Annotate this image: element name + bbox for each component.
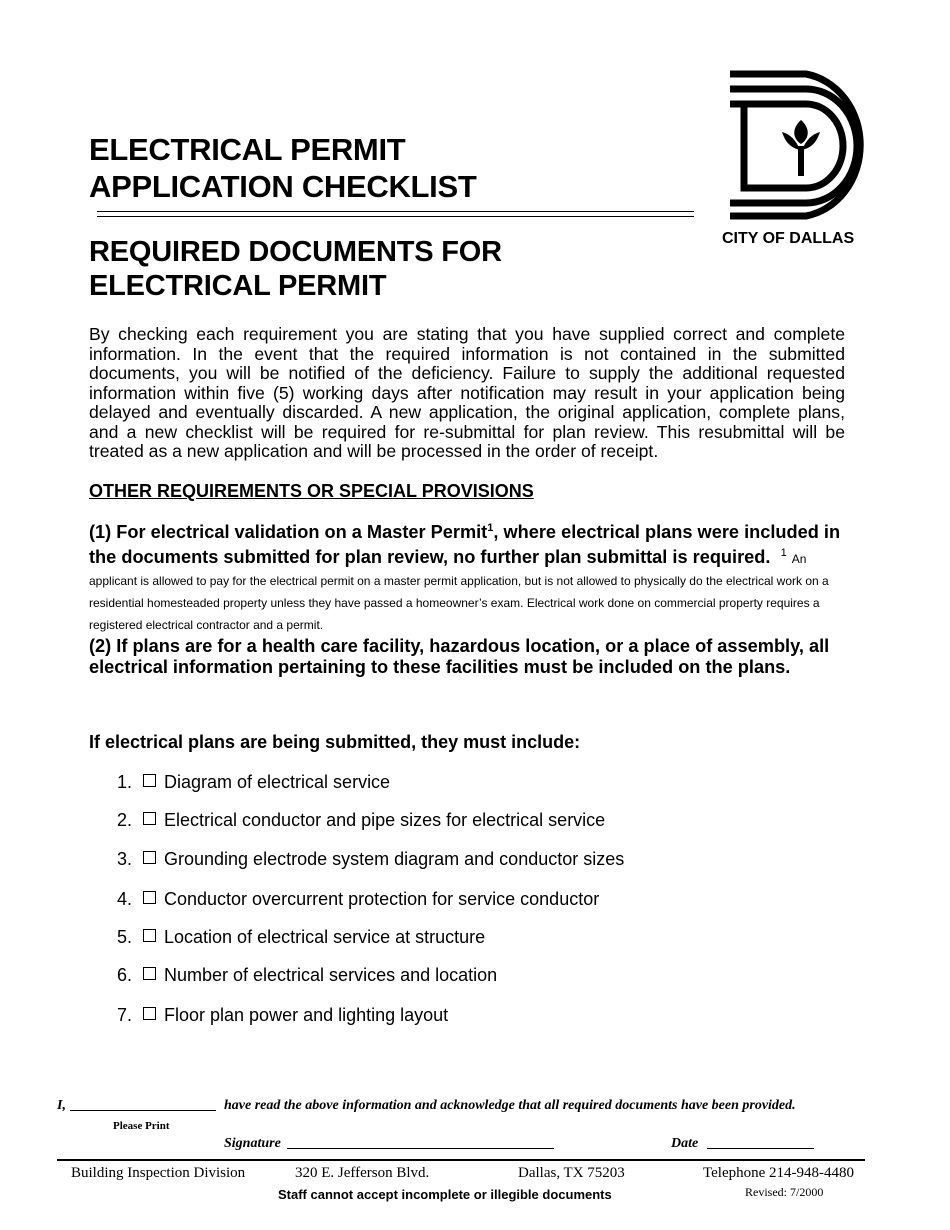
checklist-item-1 (117, 772, 390, 792)
intro-paragraph: By checking each requirement you are stating that you have supplied correct and complete information. In the event that the required information is not contained in the submitted documents, you will be notified of the deficiency. Failure to supply the additional requested information within five (5) working days after notification may result in your application being delayed and eventually discarded. A new application, the original application, complete plans, and a new checklist will be required for re-submittal for plan review. This resubmittal will be treated as a new application and will be processed in the order of receipt. (89, 324, 845, 461)
print-label: Please Print (113, 1120, 170, 1132)
item-label: Floor plan power and lighting layout (164, 1005, 449, 1025)
footnote-ref: 1 (487, 522, 494, 534)
checkbox[interactable] (143, 891, 156, 904)
item-number: 6. (117, 965, 133, 985)
item-number: 1. (117, 772, 133, 792)
requirement-1 (89, 518, 851, 635)
requirement-1-prefix: (1) For electrical validation on a Master Permit (89, 522, 488, 543)
signature-field[interactable] (287, 1148, 554, 1149)
item-label: Electrical conductor and pipe sizes for electrical service (164, 810, 606, 830)
checkbox[interactable] (143, 929, 156, 942)
date-field[interactable] (707, 1148, 814, 1149)
ack-text: have read the above information and acknowledge that all required documents have been provided. (224, 1098, 796, 1113)
footer-phone: Telephone 214-948-4480 (703, 1165, 854, 1181)
signature-label: Signature (224, 1136, 281, 1151)
name-field[interactable] (70, 1110, 216, 1111)
checklist-item-5 (117, 927, 485, 947)
title-line-2: APPLICATION CHECKLIST (89, 169, 477, 204)
city-of-dallas-logo (722, 68, 882, 220)
footer-rule (57, 1159, 865, 1161)
item-number: 5. (117, 927, 133, 947)
footnote-text: An applicant is allowed to pay for the electrical permit on a master permit application, but is not allowed to physically do the electrical work on a residential homesteaded property unless they have passed a homeowner’s exam. Electrical work done on commercial property requires a registered electrical contractor and a permit. (89, 551, 829, 632)
item-number: 4. (117, 889, 133, 909)
requirement-1-suffix: , where electrical plans were included in the documents submitted for plan review, no further plan submittal is required. (89, 522, 841, 567)
logo-label: CITY OF DALLAS (722, 230, 855, 247)
footer-revised: Revised: 7/2000 (745, 1185, 824, 1199)
item-label: Diagram of electrical service (164, 772, 391, 792)
title-rule-bottom (97, 216, 694, 217)
footnote-mark: 1 (780, 546, 787, 559)
item-number: 3. (117, 849, 133, 869)
footer-notice: Staff cannot accept incomplete or illegible documents (278, 1187, 612, 1202)
section-title-line-1: REQUIRED DOCUMENTS FOR (89, 236, 502, 268)
checkbox[interactable] (143, 812, 156, 825)
item-label: Location of electrical service at structure (164, 927, 486, 947)
checkbox[interactable] (143, 1007, 156, 1020)
footer-address: 320 E. Jefferson Blvd. (295, 1165, 430, 1181)
date-label: Date (671, 1136, 699, 1151)
other-requirements-heading: OTHER REQUIREMENTS OR SPECIAL PROVISIONS (89, 481, 534, 501)
checklist-item-2 (117, 810, 605, 830)
checkbox[interactable] (143, 967, 156, 980)
item-label: Conductor overcurrent protection for service conductor (164, 889, 600, 909)
item-label: Grounding electrode system diagram and conductor sizes (164, 849, 625, 869)
checkbox[interactable] (143, 774, 156, 787)
item-label: Number of electrical services and location (164, 965, 498, 985)
checklist-item-7 (117, 1005, 448, 1025)
item-number: 2. (117, 810, 133, 830)
ack-prefix: I, (57, 1098, 66, 1113)
section-title (89, 235, 502, 303)
item-number: 7. (117, 1005, 133, 1025)
section-title-line-2: ELECTRICAL PERMIT (89, 270, 387, 302)
footer-division: Building Inspection Division (71, 1165, 246, 1181)
title-rule-top (97, 211, 694, 212)
checkbox[interactable] (143, 851, 156, 864)
requirement-2: (2) If plans are for a health care facility, hazardous location, or a place of assembly, all electrical information pertaining to these facilities must be included on the plans. (89, 636, 830, 677)
footer-city: Dallas, TX 75203 (518, 1165, 625, 1181)
plans-heading: If electrical plans are being submitted, they must include: (89, 732, 581, 752)
checklist-item-6 (117, 965, 497, 985)
checklist-item-3 (117, 849, 624, 869)
title-line-1: ELECTRICAL PERMIT (89, 132, 406, 167)
checklist-item-4 (117, 889, 599, 909)
page-title (89, 131, 477, 205)
